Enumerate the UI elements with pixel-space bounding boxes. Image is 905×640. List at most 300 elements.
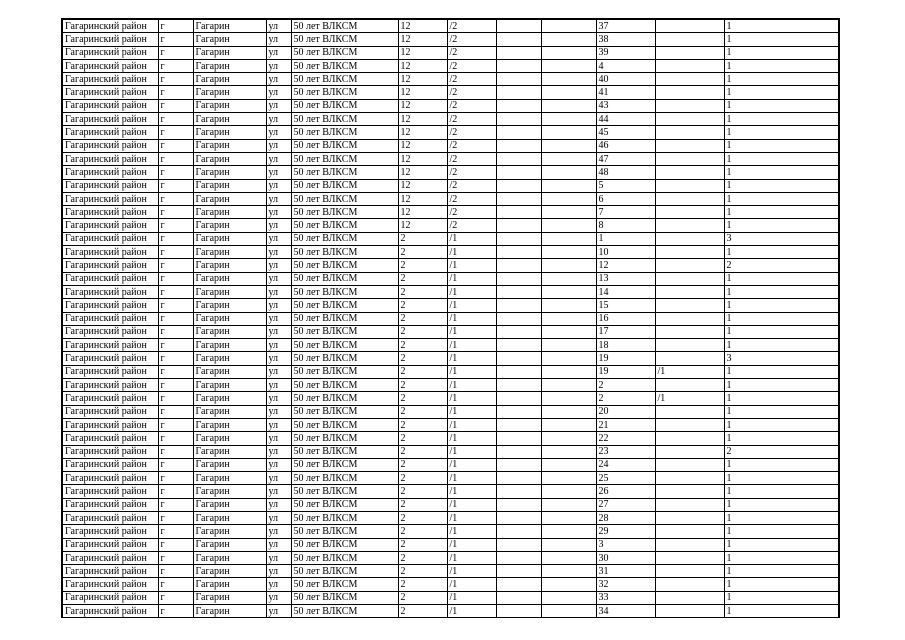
cell-settlement: Гагарин bbox=[193, 73, 266, 86]
cell-apartment: 18 bbox=[596, 339, 655, 352]
cell-house: 2 bbox=[398, 392, 447, 405]
cell-apartment-fraction bbox=[655, 418, 724, 431]
cell-structure bbox=[541, 432, 596, 445]
cell-street: 50 лет ВЛКСМ bbox=[291, 86, 398, 99]
cell-settlement-type: г bbox=[158, 179, 193, 192]
cell-apartment: 4 bbox=[596, 59, 655, 72]
cell-street-type: ул bbox=[266, 485, 291, 498]
cell-street: 50 лет ВЛКСМ bbox=[291, 59, 398, 72]
table-row bbox=[62, 166, 839, 179]
cell-structure bbox=[541, 113, 596, 126]
cell-district: Гагаринский район bbox=[62, 299, 158, 312]
cell-settlement-type: г bbox=[158, 152, 193, 165]
cell-district: Гагаринский район bbox=[62, 179, 158, 192]
cell-house-fraction: /1 bbox=[447, 525, 496, 538]
table-row bbox=[62, 59, 839, 72]
cell-street: 50 лет ВЛКСМ bbox=[291, 605, 398, 618]
cell-building bbox=[496, 565, 541, 578]
table-row bbox=[62, 365, 839, 378]
cell-street-type: ул bbox=[266, 73, 291, 86]
cell-apartment-fraction bbox=[655, 312, 724, 325]
cell-street-type: ул bbox=[266, 166, 291, 179]
cell-house: 12 bbox=[398, 59, 447, 72]
cell-house: 2 bbox=[398, 605, 447, 618]
cell-street: 50 лет ВЛКСМ bbox=[291, 511, 398, 524]
cell-street-type: ул bbox=[266, 511, 291, 524]
cell-settlement-type: г bbox=[158, 259, 193, 272]
cell-district: Гагаринский район bbox=[62, 33, 158, 46]
cell-house: 2 bbox=[398, 591, 447, 604]
table-row bbox=[62, 33, 839, 46]
cell-settlement-type: г bbox=[158, 392, 193, 405]
cell-settlement-type: г bbox=[158, 538, 193, 551]
cell-count: 1 bbox=[724, 325, 839, 338]
cell-count: 3 bbox=[724, 352, 839, 365]
cell-count: 1 bbox=[724, 59, 839, 72]
cell-settlement-type: г bbox=[158, 113, 193, 126]
cell-building bbox=[496, 432, 541, 445]
cell-apartment-fraction bbox=[655, 232, 724, 245]
cell-district: Гагаринский район bbox=[62, 538, 158, 551]
cell-apartment-fraction bbox=[655, 339, 724, 352]
cell-street-type: ул bbox=[266, 99, 291, 112]
cell-house: 12 bbox=[398, 33, 447, 46]
cell-building bbox=[496, 485, 541, 498]
cell-settlement-type: г bbox=[158, 339, 193, 352]
cell-street-type: ул bbox=[266, 285, 291, 298]
cell-house: 2 bbox=[398, 379, 447, 392]
cell-settlement: Гагарин bbox=[193, 86, 266, 99]
table-row bbox=[62, 538, 839, 551]
cell-structure bbox=[541, 179, 596, 192]
table-row bbox=[62, 605, 839, 618]
cell-street: 50 лет ВЛКСМ bbox=[291, 339, 398, 352]
cell-building bbox=[496, 379, 541, 392]
cell-count: 1 bbox=[724, 73, 839, 86]
table-row bbox=[62, 259, 839, 272]
cell-settlement: Гагарин bbox=[193, 578, 266, 591]
cell-settlement-type: г bbox=[158, 219, 193, 232]
cell-district: Гагаринский район bbox=[62, 272, 158, 285]
cell-apartment-fraction bbox=[655, 206, 724, 219]
cell-settlement: Гагарин bbox=[193, 206, 266, 219]
cell-apartment-fraction bbox=[655, 33, 724, 46]
cell-apartment: 30 bbox=[596, 551, 655, 564]
table-row bbox=[62, 405, 839, 418]
cell-count: 1 bbox=[724, 458, 839, 471]
cell-house: 2 bbox=[398, 498, 447, 511]
cell-structure bbox=[541, 192, 596, 205]
cell-street: 50 лет ВЛКСМ bbox=[291, 19, 398, 33]
table-row bbox=[62, 578, 839, 591]
cell-settlement: Гагарин bbox=[193, 126, 266, 139]
cell-structure bbox=[541, 259, 596, 272]
cell-street: 50 лет ВЛКСМ bbox=[291, 206, 398, 219]
cell-building bbox=[496, 445, 541, 458]
cell-apartment: 23 bbox=[596, 445, 655, 458]
cell-house: 12 bbox=[398, 139, 447, 152]
cell-count: 1 bbox=[724, 538, 839, 551]
cell-count: 1 bbox=[724, 339, 839, 352]
cell-apartment-fraction bbox=[655, 458, 724, 471]
cell-building bbox=[496, 19, 541, 33]
cell-apartment-fraction: /1 bbox=[655, 365, 724, 378]
table-row bbox=[62, 418, 839, 431]
cell-street: 50 лет ВЛКСМ bbox=[291, 73, 398, 86]
cell-district: Гагаринский район bbox=[62, 86, 158, 99]
cell-settlement-type: г bbox=[158, 59, 193, 72]
cell-house-fraction: /1 bbox=[447, 538, 496, 551]
cell-count: 2 bbox=[724, 259, 839, 272]
cell-count: 1 bbox=[724, 206, 839, 219]
cell-district: Гагаринский район bbox=[62, 152, 158, 165]
cell-district: Гагаринский район bbox=[62, 379, 158, 392]
cell-settlement: Гагарин bbox=[193, 179, 266, 192]
cell-structure bbox=[541, 59, 596, 72]
cell-building bbox=[496, 59, 541, 72]
cell-count: 1 bbox=[724, 152, 839, 165]
cell-count: 1 bbox=[724, 418, 839, 431]
cell-building bbox=[496, 99, 541, 112]
cell-building bbox=[496, 152, 541, 165]
cell-street: 50 лет ВЛКСМ bbox=[291, 485, 398, 498]
cell-house: 12 bbox=[398, 73, 447, 86]
cell-settlement-type: г bbox=[158, 418, 193, 431]
cell-count: 1 bbox=[724, 126, 839, 139]
cell-count: 1 bbox=[724, 565, 839, 578]
cell-house-fraction: /1 bbox=[447, 325, 496, 338]
cell-settlement: Гагарин bbox=[193, 152, 266, 165]
cell-district: Гагаринский район bbox=[62, 325, 158, 338]
cell-street: 50 лет ВЛКСМ bbox=[291, 538, 398, 551]
cell-district: Гагаринский район bbox=[62, 99, 158, 112]
cell-house: 2 bbox=[398, 352, 447, 365]
cell-street: 50 лет ВЛКСМ bbox=[291, 113, 398, 126]
cell-structure bbox=[541, 73, 596, 86]
cell-district: Гагаринский район bbox=[62, 46, 158, 59]
cell-building bbox=[496, 352, 541, 365]
cell-settlement-type: г bbox=[158, 312, 193, 325]
cell-apartment-fraction bbox=[655, 166, 724, 179]
cell-street-type: ул bbox=[266, 86, 291, 99]
cell-settlement-type: г bbox=[158, 33, 193, 46]
cell-settlement: Гагарин bbox=[193, 352, 266, 365]
cell-settlement: Гагарин bbox=[193, 485, 266, 498]
cell-apartment: 13 bbox=[596, 272, 655, 285]
cell-count: 1 bbox=[724, 511, 839, 524]
cell-apartment: 38 bbox=[596, 33, 655, 46]
cell-building bbox=[496, 73, 541, 86]
cell-settlement: Гагарин bbox=[193, 605, 266, 618]
table-row bbox=[62, 325, 839, 338]
cell-house-fraction: /1 bbox=[447, 379, 496, 392]
cell-building bbox=[496, 511, 541, 524]
cell-house: 2 bbox=[398, 259, 447, 272]
cell-count: 1 bbox=[724, 99, 839, 112]
table-row bbox=[62, 206, 839, 219]
cell-building bbox=[496, 525, 541, 538]
cell-building bbox=[496, 605, 541, 618]
cell-settlement: Гагарин bbox=[193, 498, 266, 511]
cell-street-type: ул bbox=[266, 379, 291, 392]
cell-street-type: ул bbox=[266, 418, 291, 431]
cell-house: 2 bbox=[398, 511, 447, 524]
cell-house-fraction: /1 bbox=[447, 445, 496, 458]
cell-structure bbox=[541, 472, 596, 485]
cell-house-fraction: /2 bbox=[447, 73, 496, 86]
cell-count: 1 bbox=[724, 525, 839, 538]
cell-settlement-type: г bbox=[158, 525, 193, 538]
table-row bbox=[62, 551, 839, 564]
cell-building bbox=[496, 232, 541, 245]
cell-apartment: 22 bbox=[596, 432, 655, 445]
cell-street-type: ул bbox=[266, 458, 291, 471]
cell-count: 1 bbox=[724, 285, 839, 298]
cell-settlement: Гагарин bbox=[193, 418, 266, 431]
cell-structure bbox=[541, 405, 596, 418]
cell-count: 1 bbox=[724, 551, 839, 564]
cell-apartment: 33 bbox=[596, 591, 655, 604]
cell-apartment-fraction bbox=[655, 219, 724, 232]
cell-apartment-fraction: /1 bbox=[655, 392, 724, 405]
cell-street: 50 лет ВЛКСМ bbox=[291, 578, 398, 591]
cell-settlement-type: г bbox=[158, 498, 193, 511]
cell-street-type: ул bbox=[266, 538, 291, 551]
cell-district: Гагаринский район bbox=[62, 232, 158, 245]
cell-house: 2 bbox=[398, 246, 447, 259]
cell-settlement: Гагарин bbox=[193, 285, 266, 298]
cell-house-fraction: /1 bbox=[447, 405, 496, 418]
cell-house: 12 bbox=[398, 113, 447, 126]
cell-building bbox=[496, 139, 541, 152]
cell-house: 12 bbox=[398, 152, 447, 165]
cell-street-type: ул bbox=[266, 46, 291, 59]
cell-house-fraction: /2 bbox=[447, 19, 496, 33]
cell-street: 50 лет ВЛКСМ bbox=[291, 365, 398, 378]
cell-building bbox=[496, 259, 541, 272]
table-row bbox=[62, 312, 839, 325]
cell-district: Гагаринский район bbox=[62, 285, 158, 298]
cell-house: 12 bbox=[398, 126, 447, 139]
table-row bbox=[62, 86, 839, 99]
cell-street: 50 лет ВЛКСМ bbox=[291, 445, 398, 458]
cell-street: 50 лет ВЛКСМ bbox=[291, 152, 398, 165]
table-row bbox=[62, 392, 839, 405]
cell-house-fraction: /1 bbox=[447, 511, 496, 524]
cell-street-type: ул bbox=[266, 565, 291, 578]
cell-apartment-fraction bbox=[655, 192, 724, 205]
cell-house-fraction: /1 bbox=[447, 432, 496, 445]
cell-district: Гагаринский район bbox=[62, 339, 158, 352]
cell-settlement-type: г bbox=[158, 325, 193, 338]
cell-street: 50 лет ВЛКСМ bbox=[291, 166, 398, 179]
cell-structure bbox=[541, 365, 596, 378]
cell-settlement-type: г bbox=[158, 73, 193, 86]
cell-street: 50 лет ВЛКСМ bbox=[291, 418, 398, 431]
cell-building bbox=[496, 458, 541, 471]
cell-structure bbox=[541, 19, 596, 33]
cell-district: Гагаринский район bbox=[62, 485, 158, 498]
cell-apartment: 19 bbox=[596, 352, 655, 365]
table-body bbox=[62, 19, 839, 618]
cell-apartment-fraction bbox=[655, 352, 724, 365]
cell-house-fraction: /2 bbox=[447, 192, 496, 205]
cell-building bbox=[496, 179, 541, 192]
cell-settlement: Гагарин bbox=[193, 99, 266, 112]
cell-settlement-type: г bbox=[158, 458, 193, 471]
cell-settlement: Гагарин bbox=[193, 432, 266, 445]
cell-street-type: ул bbox=[266, 232, 291, 245]
cell-building bbox=[496, 299, 541, 312]
cell-street-type: ул bbox=[266, 192, 291, 205]
cell-street-type: ул bbox=[266, 259, 291, 272]
cell-settlement: Гагарин bbox=[193, 33, 266, 46]
cell-street-type: ул bbox=[266, 152, 291, 165]
cell-apartment-fraction bbox=[655, 511, 724, 524]
cell-settlement: Гагарин bbox=[193, 192, 266, 205]
table-row bbox=[62, 246, 839, 259]
cell-structure bbox=[541, 485, 596, 498]
cell-apartment: 21 bbox=[596, 418, 655, 431]
cell-house-fraction: /2 bbox=[447, 46, 496, 59]
cell-apartment-fraction bbox=[655, 59, 724, 72]
cell-house-fraction: /2 bbox=[447, 179, 496, 192]
cell-apartment-fraction bbox=[655, 259, 724, 272]
cell-structure bbox=[541, 445, 596, 458]
cell-street-type: ул bbox=[266, 432, 291, 445]
cell-settlement: Гагарин bbox=[193, 551, 266, 564]
cell-district: Гагаринский район bbox=[62, 126, 158, 139]
cell-structure bbox=[541, 166, 596, 179]
cell-street: 50 лет ВЛКСМ bbox=[291, 551, 398, 564]
cell-building bbox=[496, 339, 541, 352]
cell-building bbox=[496, 498, 541, 511]
cell-district: Гагаринский район bbox=[62, 219, 158, 232]
cell-settlement-type: г bbox=[158, 206, 193, 219]
cell-street: 50 лет ВЛКСМ bbox=[291, 472, 398, 485]
cell-house: 2 bbox=[398, 312, 447, 325]
cell-street: 50 лет ВЛКСМ bbox=[291, 325, 398, 338]
cell-settlement: Гагарин bbox=[193, 272, 266, 285]
cell-street: 50 лет ВЛКСМ bbox=[291, 259, 398, 272]
cell-structure bbox=[541, 525, 596, 538]
cell-settlement-type: г bbox=[158, 46, 193, 59]
cell-structure bbox=[541, 99, 596, 112]
cell-structure bbox=[541, 299, 596, 312]
cell-district: Гагаринский район bbox=[62, 312, 158, 325]
cell-building bbox=[496, 192, 541, 205]
cell-street-type: ул bbox=[266, 246, 291, 259]
cell-settlement-type: г bbox=[158, 432, 193, 445]
cell-apartment-fraction bbox=[655, 551, 724, 564]
cell-house: 2 bbox=[398, 445, 447, 458]
cell-street: 50 лет ВЛКСМ bbox=[291, 139, 398, 152]
table-row bbox=[62, 299, 839, 312]
cell-building bbox=[496, 325, 541, 338]
table-row bbox=[62, 179, 839, 192]
cell-apartment-fraction bbox=[655, 272, 724, 285]
cell-house-fraction: /2 bbox=[447, 33, 496, 46]
cell-building bbox=[496, 405, 541, 418]
cell-district: Гагаринский район bbox=[62, 192, 158, 205]
cell-structure bbox=[541, 152, 596, 165]
cell-apartment: 5 bbox=[596, 179, 655, 192]
cell-building bbox=[496, 285, 541, 298]
cell-house-fraction: /1 bbox=[447, 418, 496, 431]
cell-street-type: ул bbox=[266, 59, 291, 72]
cell-structure bbox=[541, 498, 596, 511]
cell-structure bbox=[541, 551, 596, 564]
cell-apartment: 32 bbox=[596, 578, 655, 591]
cell-house: 2 bbox=[398, 525, 447, 538]
cell-district: Гагаринский район bbox=[62, 73, 158, 86]
cell-street-type: ул bbox=[266, 339, 291, 352]
cell-district: Гагаринский район bbox=[62, 511, 158, 524]
cell-house-fraction: /1 bbox=[447, 578, 496, 591]
cell-street-type: ул bbox=[266, 525, 291, 538]
cell-apartment: 41 bbox=[596, 86, 655, 99]
cell-district: Гагаринский район bbox=[62, 472, 158, 485]
cell-settlement-type: г bbox=[158, 405, 193, 418]
cell-settlement: Гагарин bbox=[193, 139, 266, 152]
cell-building bbox=[496, 206, 541, 219]
cell-count: 1 bbox=[724, 392, 839, 405]
cell-district: Гагаринский район bbox=[62, 605, 158, 618]
cell-house-fraction: /1 bbox=[447, 565, 496, 578]
cell-street-type: ул bbox=[266, 578, 291, 591]
cell-house: 2 bbox=[398, 458, 447, 471]
cell-building bbox=[496, 312, 541, 325]
cell-street-type: ул bbox=[266, 19, 291, 33]
cell-house-fraction: /2 bbox=[447, 152, 496, 165]
cell-settlement: Гагарин bbox=[193, 591, 266, 604]
cell-district: Гагаринский район bbox=[62, 591, 158, 604]
cell-district: Гагаринский район bbox=[62, 139, 158, 152]
cell-building bbox=[496, 551, 541, 564]
cell-district: Гагаринский район bbox=[62, 565, 158, 578]
cell-settlement-type: г bbox=[158, 126, 193, 139]
cell-street: 50 лет ВЛКСМ bbox=[291, 392, 398, 405]
cell-apartment: 26 bbox=[596, 485, 655, 498]
cell-street-type: ул bbox=[266, 591, 291, 604]
cell-structure bbox=[541, 578, 596, 591]
cell-structure bbox=[541, 418, 596, 431]
cell-street: 50 лет ВЛКСМ bbox=[291, 352, 398, 365]
cell-house: 12 bbox=[398, 166, 447, 179]
cell-settlement: Гагарин bbox=[193, 458, 266, 471]
cell-house-fraction: /1 bbox=[447, 285, 496, 298]
cell-apartment: 31 bbox=[596, 565, 655, 578]
cell-settlement: Гагарин bbox=[193, 511, 266, 524]
cell-settlement: Гагарин bbox=[193, 379, 266, 392]
cell-settlement-type: г bbox=[158, 86, 193, 99]
cell-apartment: 16 bbox=[596, 312, 655, 325]
cell-apartment-fraction bbox=[655, 152, 724, 165]
cell-apartment-fraction bbox=[655, 126, 724, 139]
cell-building bbox=[496, 219, 541, 232]
cell-district: Гагаринский район bbox=[62, 365, 158, 378]
cell-house: 2 bbox=[398, 472, 447, 485]
cell-street-type: ул bbox=[266, 33, 291, 46]
table-row bbox=[62, 432, 839, 445]
table-row bbox=[62, 139, 839, 152]
cell-count: 1 bbox=[724, 46, 839, 59]
cell-house-fraction: /2 bbox=[447, 99, 496, 112]
cell-settlement: Гагарин bbox=[193, 525, 266, 538]
cell-house: 2 bbox=[398, 232, 447, 245]
cell-apartment: 27 bbox=[596, 498, 655, 511]
cell-street: 50 лет ВЛКСМ bbox=[291, 33, 398, 46]
